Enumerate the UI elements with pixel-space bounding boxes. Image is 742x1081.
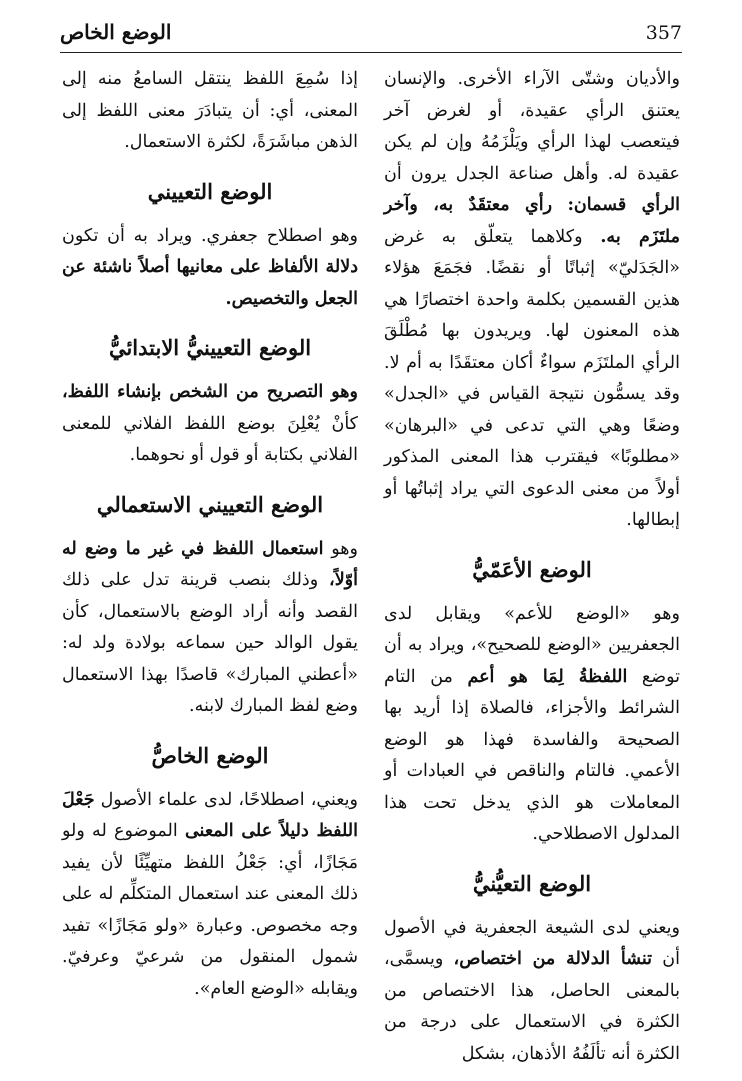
paragraph: وهو «الوضع للأعم» ويقابل لدى الجعفريين «الوضع للصحيح»، ويراد به أن توضع اللفظةُ لِمَا هو أعم من التام الشرائط والأجزاء، فالصلاة إذا أريد بها الصحيحة والفاسدة فهذا هو الوضع الأعمي. فالتام والناقص في العبادات أو المعاملات هو الذي يدخل تحت هذا المدلول الاصطلاحي.: [384, 603, 680, 844]
header-rule: [60, 52, 682, 53]
entry-heading: الوضع التعييني: [147, 178, 273, 204]
entry-heading: الوضع التعيُّنيُّ: [472, 870, 592, 896]
page-number: 357: [645, 22, 682, 44]
paragraph: إذا سُمِعَ اللفظ ينتقل السامعُ منه إلى المعنى، أي: أن يتبادَرَ معنى اللفظ إلى الذهن مباشَرَةً، لكثرة الاستعمال.: [62, 69, 358, 152]
entry-heading: الوضع الخاصُّ: [151, 742, 269, 768]
bold-term: استعمال اللفظ في غير ما وضع له أوّلاً،: [62, 538, 358, 590]
paragraph: ويعني، اصطلاحًا، لدى علماء الأصول جَعْلَ اللفظ دليلاً على المعنى الموضوع له ولو مَجَازًا، أي: جَعْلُ اللفظ متهيِّئًا لأن يفيد ذلك المعنى عند استعمال المتكلِّم له على وجه مخصوص. وعبارة «ولو مَجَازًا» تفيد شمول المنقول من شرعيّ وعرفيّ. ويقابله «الوضع العام».: [62, 789, 358, 999]
bold-term: الرأي قسمان: رأي معتقَدٌ به، وآخر ملتَزَم به.: [384, 195, 680, 247]
page-header: [60, 18, 682, 50]
paragraph: وهو التصريح من الشخص بإنشاء اللفظ، كأنْ يُعْلِنَ بوضع اللفظ الفلاني للمعنى الفلاني بكتابة أو قول أو نحوهما.: [62, 382, 358, 465]
bold-term: اللفظةُ لِمَا هو أعم: [467, 666, 628, 687]
entry-heading: الوضع التعييني الاستعمالي: [96, 491, 324, 517]
bold-term: جَعْلَ اللفظ دليلاً على المعنى: [62, 789, 358, 841]
bold-term: تنشأ الدلالة من اختصاص،: [453, 949, 653, 969]
paragraph: والأديان وشتّى الآراء الأخرى. والإنسان يعتنق الرأي عقيدة، أو لغرض آخر فيتعصب لهذا الرأي ويَلْزَمُهُ وإن لم يكن عقيدة له. وأهل صناعة الجدل يرون أن الرأي قسمان: رأي معتقَدٌ به، وآخر ملتَزَم به. وكلاهما يتعلّق به غرض «الجَدَليّ» إثباتًا أو نقضًا. فجَمَعَ هؤلاء هذين القسمين بكلمة واحدة اختصارًا هي هذه المعنون لها. ويريدون بها مُطْلَقَ الرأي الملتَزَم سواءٌ أكان معتقَدًا به أم لا. وقد يسمُّون نتيجة القياس في «الجدل» وضعًا وهي التي تدعى في «البرهان» «مطلوبًا» فيقترب هذا المعنى المذكور أولاً من معنى الدعوى التي يراد إثباتُها أو إبطالها.: [384, 69, 680, 530]
paragraph: وهو اصطلاح جعفري. ويراد به أن تكون دلالة الألفاظ على معانيها أصلاً ناشئة عن الجعل والتخصيص.: [62, 225, 358, 309]
bold-term: دلالة الألفاظ على معانيها أصلاً ناشئة عن الجعل والتخصيص.: [62, 257, 358, 309]
bold-term: وهو التصريح من الشخص بإنشاء اللفظ،: [62, 382, 358, 402]
paragraph: وهو استعمال اللفظ في غير ما وضع له أوّلاً، وذلك بنصب قرينة تدل على ذلك القصد وأنه أراد الوضع بالاستعمال، كأن يقول الوالد حين سماعه بولادة ولد له: «أعطني المبارك» قاصدًا بهذا الاستعمال وضع لفظ المبارك لابنه.: [62, 538, 358, 716]
paragraph: ويعني لدى الشيعة الجعفرية في الأصول أن تنشأ الدلالة من اختصاص، ويسمَّى، بالمعنى الحاصل، هذا الاختصاص من الكثرة في الاستعمال على درجة من الكثرة أنه تألَفُهُ الأذهان، بشكل: [384, 917, 680, 1064]
left-column: [62, 64, 358, 1005]
entry-heading: الوضع الأعَمّيُّ: [472, 556, 592, 582]
entry-heading: الوضع التعيينيُّ الابتدائيُّ: [108, 335, 312, 360]
running-title: الوضع الخاص: [60, 20, 172, 44]
right-column: [384, 64, 680, 1070]
